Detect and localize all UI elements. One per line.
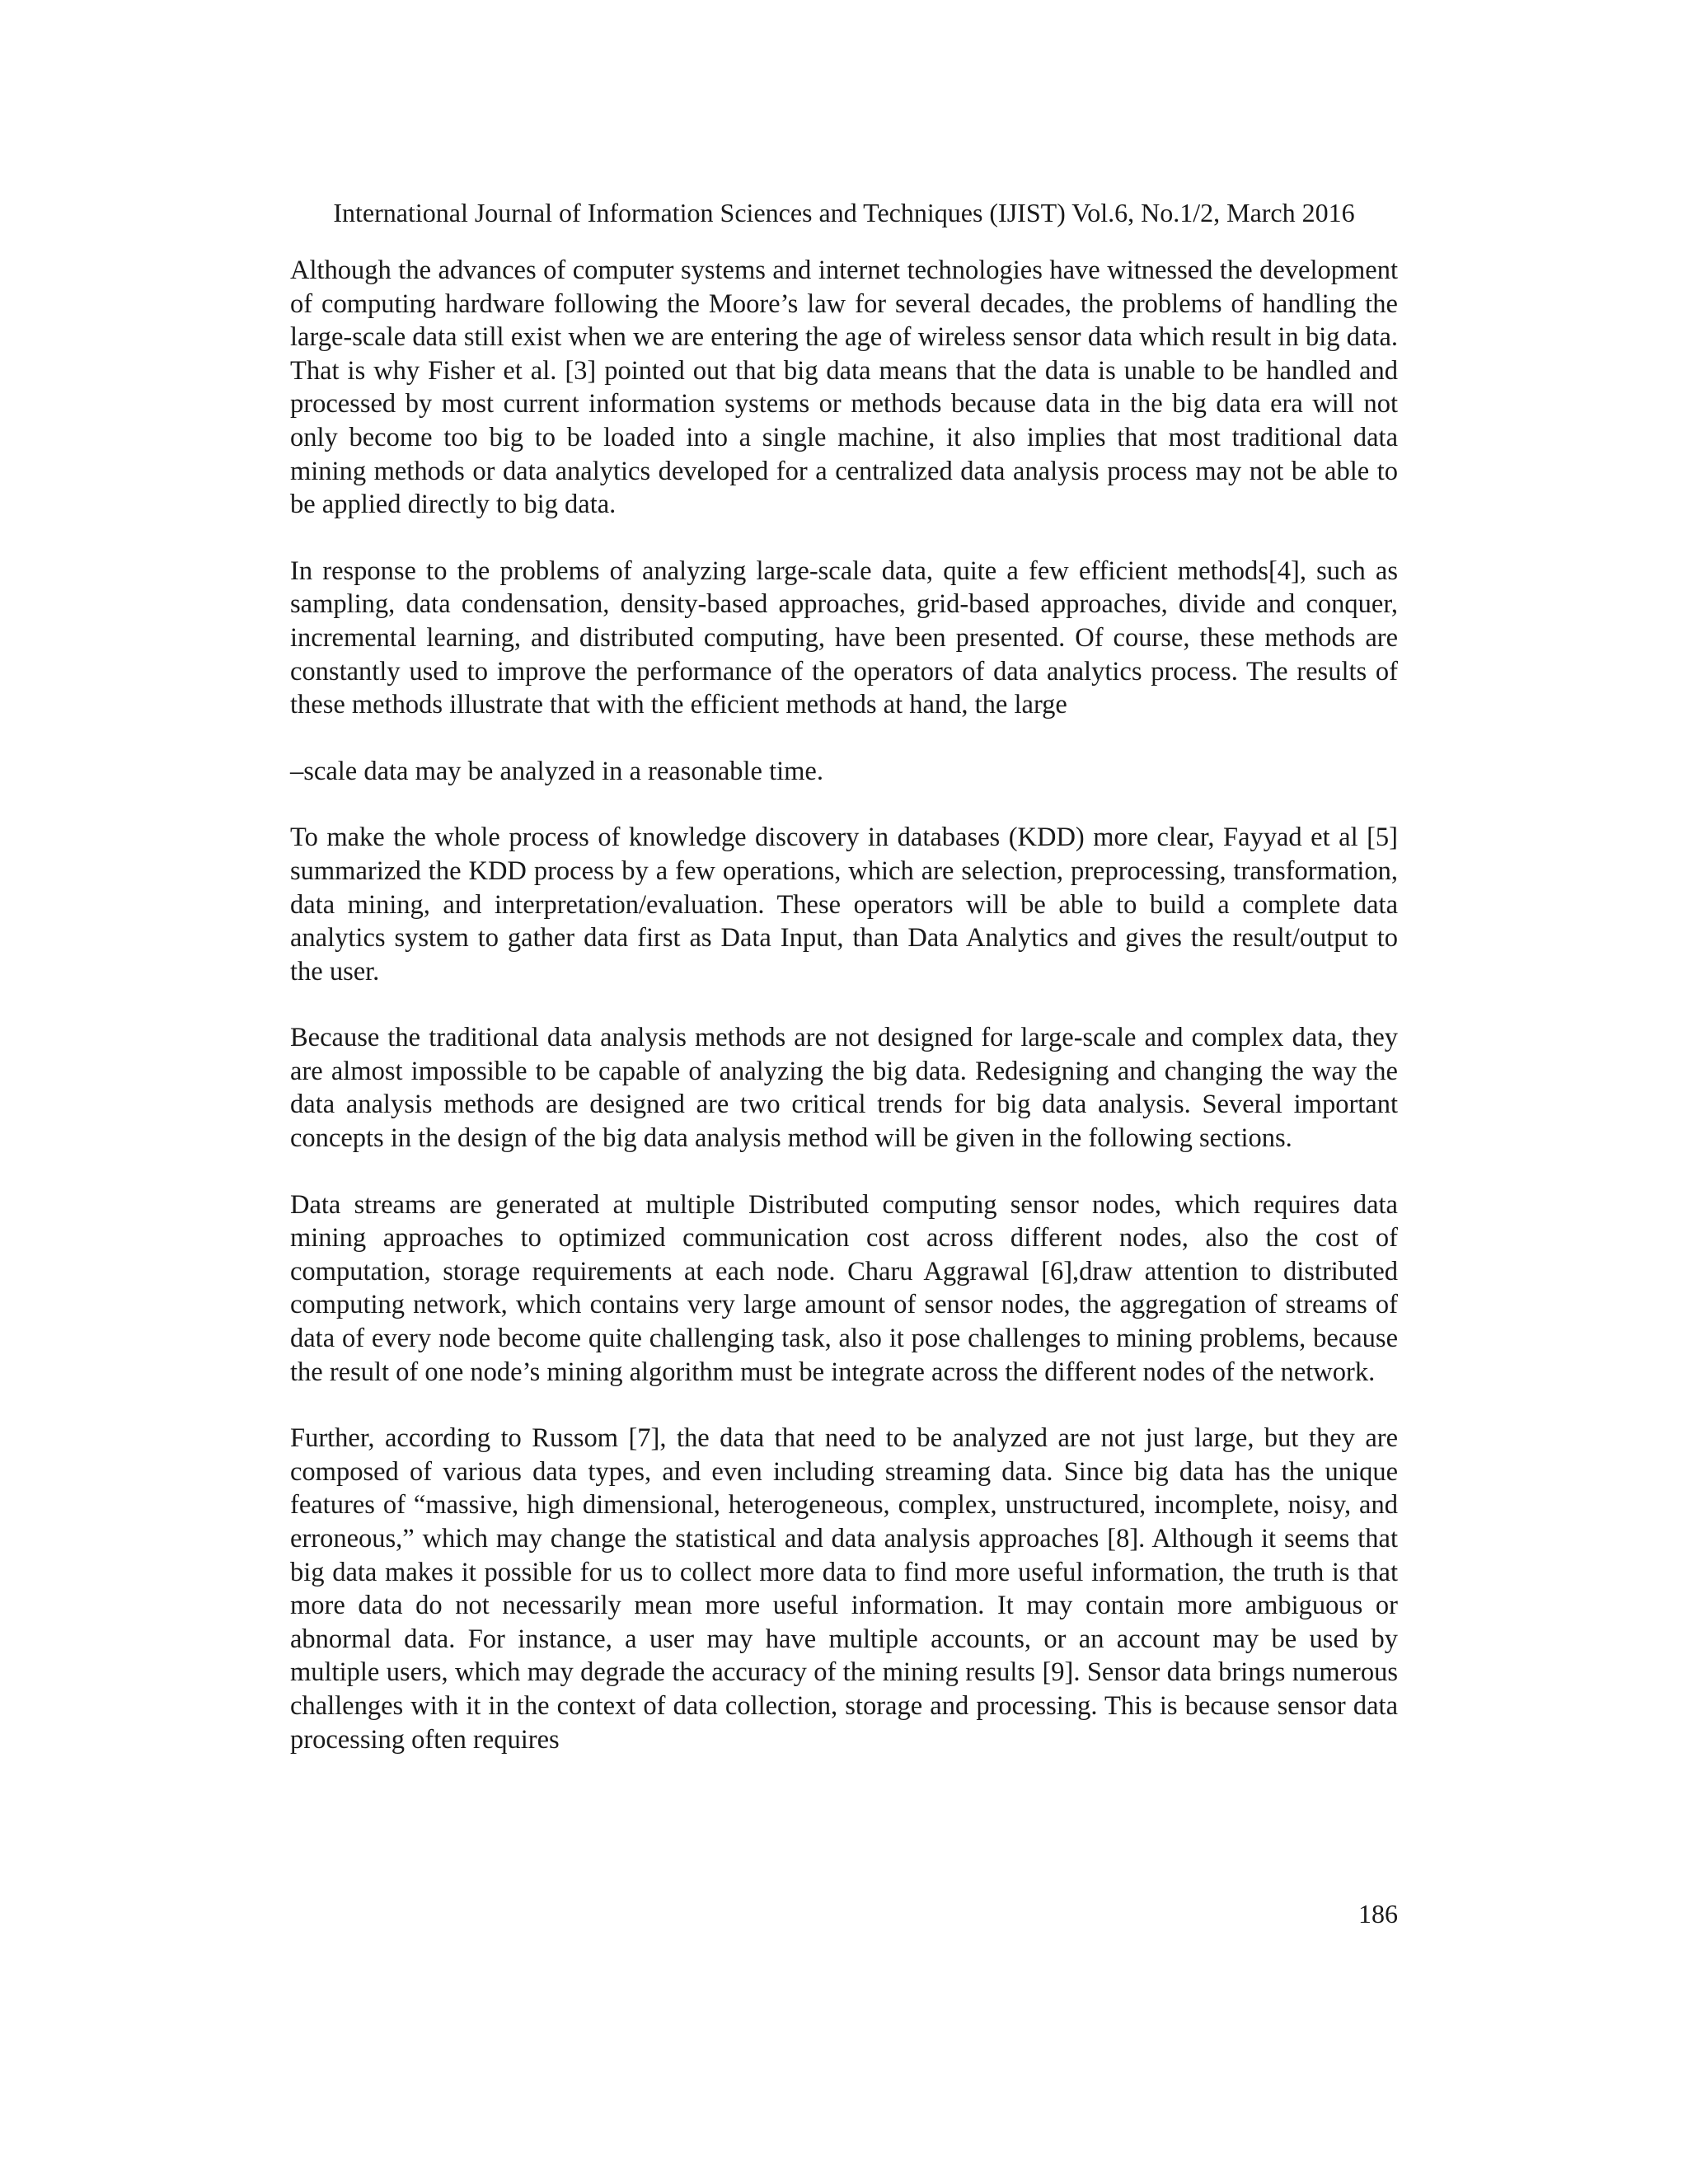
page-number: 186: [1358, 1899, 1398, 1929]
paragraph-2: In response to the problems of analyzing large-scale data, quite a few efficient methods[4], such as sampling, data condensation, density-based approaches, grid-based approaches, divide and conquer, incremental learning, and distributed computing, have been presented. Of course, these methods are constantly used to improve the performance of the operators of data analytics process. The results of these methods illustrate that with the efficient methods at hand, the large: [290, 555, 1398, 720]
paragraph-4: To make the whole process of knowledge discovery in databases (KDD) more clear, Fayyad et al [5] summarized the KDD process by a few operations, which are selection, preprocessing, transformation, data mining, and interpretation/evaluation. These operators will be able to build a complete data analytics system to gather data first as Data Input, than Data Analytics and gives the result/output to the user.: [290, 823, 1398, 987]
paragraph-6: Data streams are generated at multiple Distributed computing sensor nodes, which requires data mining approaches to optimized communication cost across different nodes, also the cost of computation, storage requirements at each node. Charu Aggrawal [6],draw attention to distributed computing network, which contains very large amount of sensor nodes, the aggregation of streams of data of every node become quite challenging task, also it pose challenges to mining problems, because the result of one node’s mining algorithm must be integrate across the different nodes of the network.: [290, 1189, 1398, 1387]
article-body: [290, 254, 1398, 1789]
paragraph-5: Because the traditional data analysis methods are not designed for large-scale and complex data, they are almost impossible to be capable of analyzing the big data. Redesigning and changing the way the data analysis methods are designed are two critical trends for big data analysis. Several important concepts in the design of the big data analysis method will be given in the following sections.: [290, 1023, 1398, 1154]
paragraph-1: Although the advances of computer systems and internet technologies have witnessed the development of computing hardware following the Moore’s law for several decades, the problems of handling the large-scale data still exist when we are entering the age of wireless sensor data which result in big data. That is why Fisher et al. [3] pointed out that big data means that the data is unable to be handled and processed by most current information systems or methods because data in the big data era will not only become too big to be loaded into a single machine, it also implies that most traditional data mining methods or data analytics developed for a centralized data analysis process may not be able to be applied directly to big data.: [290, 255, 1398, 520]
paragraph-7: Further, according to Russom [7], the data that need to be analyzed are not just large, but they are composed of various data types, and even including streaming data. Since big data has the unique features of “massive, high dimensional, heterogeneous, complex, unstructured, incomplete, noisy, and erroneous,” which may change the statistical and data analysis approaches [8]. Although it seems that big data makes it possible for us to collect more data to find more useful information, the truth is that more data do not necessarily mean more useful information. It may contain more ambiguous or abnormal data. For instance, a user may have multiple accounts, or an account may be used by multiple users, which may degrade the accuracy of the mining results [9]. Sensor data brings numerous challenges with it in the context of data collection, storage and processing. This is because sensor data processing often requires: [290, 1423, 1398, 1755]
running-header: International Journal of Information Sciences and Techniques (IJIST) Vol.6, No.1/2, March 2016: [333, 198, 1355, 227]
paragraph-3: –scale data may be analyzed in a reasonable time.: [290, 756, 823, 786]
